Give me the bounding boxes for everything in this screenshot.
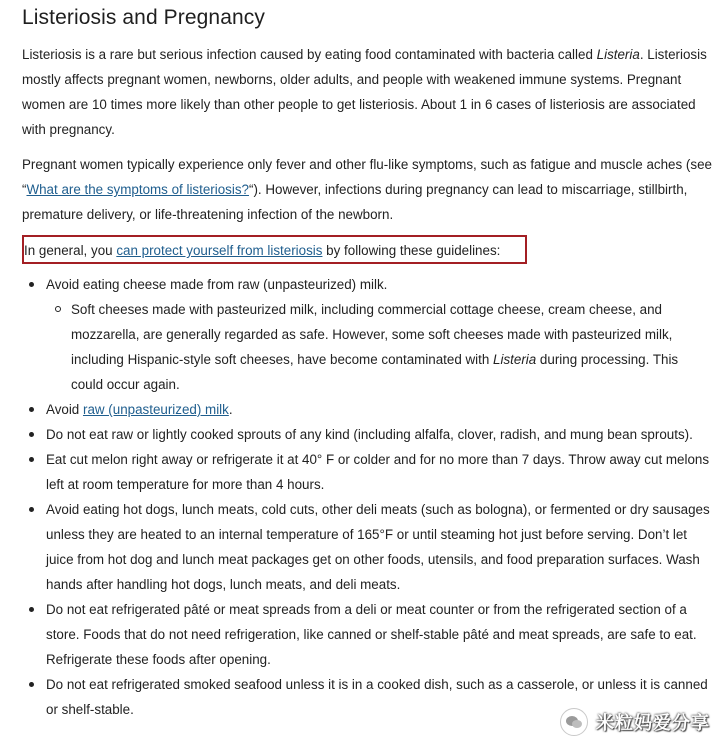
- watermark-text: 米粒妈爱分享: [596, 713, 710, 733]
- bullet-icon: [29, 407, 34, 412]
- bullet-icon: [29, 432, 34, 437]
- protect-yourself-link[interactable]: can protect yourself from listeriosis: [116, 243, 323, 258]
- guidelines-list: [22, 272, 712, 722]
- list-item: Do not eat refrigerated smoked seafood unless it is in a cooked dish, such as a casserole, or unless it is canned or shelf-stable.: [22, 672, 712, 722]
- listeria-italic: Listeria: [596, 47, 640, 62]
- bullet-icon: [29, 607, 34, 612]
- symptoms-link[interactable]: What are the symptoms of listeriosis?: [26, 182, 249, 197]
- raw-milk-link[interactable]: raw (unpasteurized) milk: [82, 402, 229, 417]
- list-item: Eat cut melon right away or refrigerate it at 40° F or colder and for no more than 7 days. Throw away cut melons left at room temperature for more than 4 hours.: [22, 447, 712, 497]
- sub-list-item: Soft cheeses made with pasteurized milk, including commercial cottage cheese, cream cheese, and mozzarella, are generally regarded as safe. However, some soft cheeses made with pasteurized milk, including Hispanic-style soft cheeses, have become contaminated with Listeria during processing. This could occur again.: [46, 297, 712, 397]
- page-title: Listeriosis and Pregnancy: [22, 6, 265, 29]
- circle-bullet-icon: [55, 306, 61, 312]
- bullet-icon: [29, 507, 34, 512]
- bullet-icon: [29, 682, 34, 687]
- wechat-icon: [560, 708, 588, 736]
- list-item: Avoid eating cheese made from raw (unpasteurized) milk. Soft cheeses made with pasteurized milk, including commercial cottage cheese, cream cheese, and mozzarella, are generally regarded as safe. However, some soft cheeses made with pasteurized milk, including Hispanic-style soft cheeses, have become contaminated with Listeria during processing. This could occur again.: [22, 272, 712, 397]
- bullet-icon: [29, 457, 34, 462]
- bullet-icon: [29, 282, 34, 287]
- watermark: [560, 705, 720, 739]
- list-item: Avoid raw (unpasteurized) milk.: [22, 397, 712, 422]
- list-item: Do not eat refrigerated pâté or meat spreads from a deli or meat counter or from the refrigerated section of a store. Foods that do not need refrigeration, like canned or shelf-stable pâté and meat spreads, are safe to eat. Refrigerate these foods after opening.: [22, 597, 712, 672]
- sub-list: [46, 297, 712, 397]
- symptoms-paragraph: Pregnant women typically experience only fever and other flu-like symptoms, such as fatigue and muscle aches (see “What are the symptoms of listeriosis?“). However, infections during pregnancy can lead to miscarriage, stillbirth, premature delivery, or life-threatening infection of the newborn.: [22, 157, 712, 222]
- list-item: Do not eat raw or lightly cooked sprouts of any kind (including alfalfa, clover, radish, and mung bean sprouts).: [22, 422, 712, 447]
- highlighted-guideline-intro: In general, you can protect yourself from listeriosis by following these guidelines:: [22, 235, 527, 264]
- intro-paragraph: Listeriosis is a rare but serious infection caused by eating food contaminated with bacteria called Listeria. Listeriosis mostly affects pregnant women, newborns, older adults, and people with weakened immune systems. Pregnant women are 10 times more likely than other people to get listeriosis. About 1 in 6 cases of listeriosis are associated with pregnancy.: [22, 47, 707, 137]
- list-item: Avoid eating hot dogs, lunch meats, cold cuts, other deli meats (such as bologna), or fermented or dry sausages unless they are heated to an internal temperature of 165°F or until steaming hot just before serving. Don’t let juice from hot dog and lunch meat packages get on other foods, utensils, and food preparation surfaces. Wash hands after handling hot dogs, lunch meats, and deli meats.: [22, 497, 712, 597]
